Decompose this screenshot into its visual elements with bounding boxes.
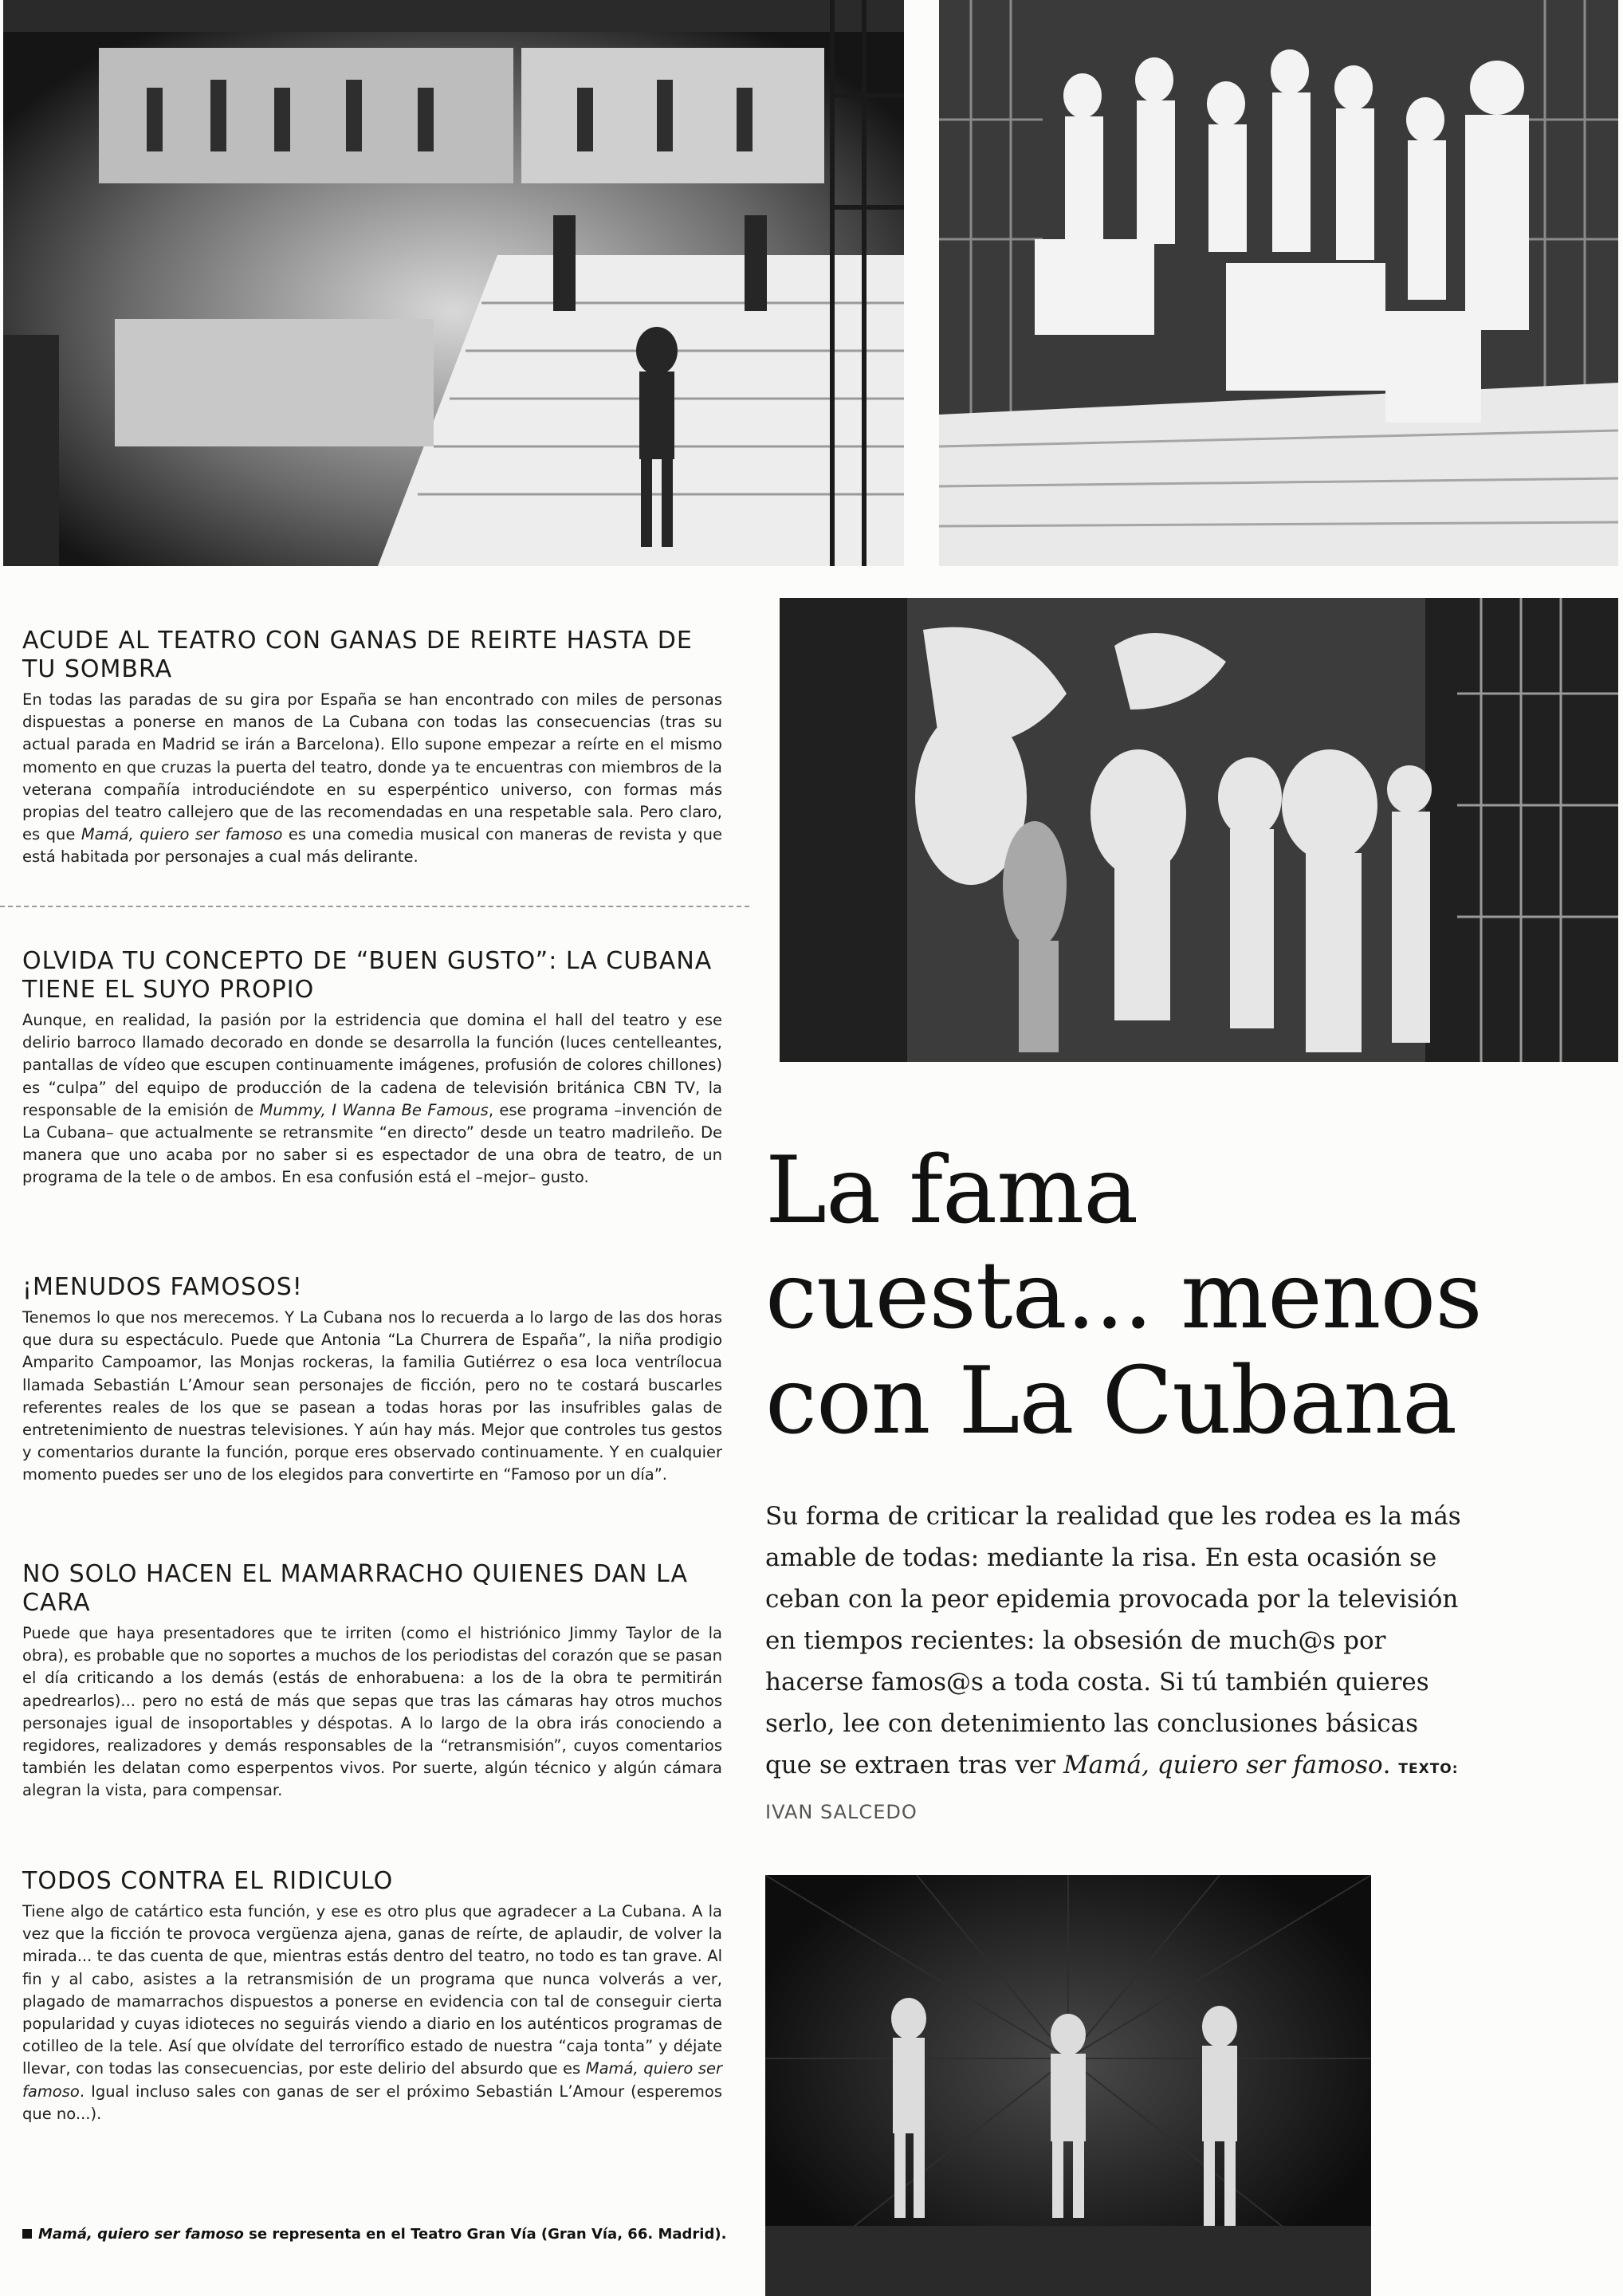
section-heading: NO SOLO HACEN EL MAMARRACHO QUIENES DAN LA CARA (22, 1560, 688, 1617)
stage-photo-cast-in-white (939, 0, 1618, 566)
section-body: Tenemos lo que nos merecemos. Y La Cubana nos lo recuerda a lo largo de las dos horas que dura su espectáculo. Puede que Antonia “La Churrera de España”, la niña prodigio Amparito Campoamor, las Monjas rockeras, la familia Gutiérrez o esa loca ventrílocua llamada Sebastián L’Amour sean personajes de ficción, pero no te costará buscarles referentes reales de los que se pasean a todas horas por las insufribles galas de entretenimiento de nuestras televisiones. Y aún hay más. Mejor que controles tus gestos y comentarios durante la función, porque eres observado continuamente. Y en cualquier momento puedes ser uno de los elegidos para convertirte en “Famoso por un día”. (22, 1308, 722, 1484)
stage-photo-spotlight-trio (765, 1875, 1371, 2296)
article-intro: Su forma de criticar la realidad que les rodea es la más amable de todas: mediante la risa. En esta ocasión se ceban con la peor epidemia provocada por la televisión en tiempos recientes: la obsesión de much@s por hacerse famos@s a toda costa. Si tú también quieres serlo, lee con detenimiento las conclusiones básicas que se extraen tras ver Mamá, quiero ser famoso. TEXTO: IVAN SALCEDO (765, 1502, 1461, 1823)
section-body: Puede que haya presentadores que te irriten (como el histriónico Jimmy Taylor de la obra), es probable que no soportes a muchos de los periodistas del corazón que se pasan el día criticando a los demás (estás de enhorabuena: a los de la obra te permitirán apedrearlos)... pero no está de más que sepas que tras las cámaras hay otros muchos personajes igual de insoportables y déspotas. A lo largo de la obra irás conociendo a regidores, realizadores y demás responsables de la “retransmisión”, cuyos comentarios también les delatan como esperpentos vivos. Por suerte, algún técnico y algún cámara alegran la vista, para compensar. (22, 1624, 722, 1800)
section-mamarracho (22, 1560, 722, 1803)
section-menudos-famosos (22, 1273, 722, 1487)
stage-photo-costumed-performers (780, 598, 1618, 1062)
section-heading: OLVIDA TU CONCEPTO DE “BUEN GUSTO”: LA CUBANA TIENE EL SUYO PROPIO (22, 947, 713, 1004)
section-divider (0, 906, 749, 907)
venue-info: Mamá, quiero ser famoso se representa en el Teatro Gran Vía (Gran Vía, 66. Madrid). (22, 2226, 726, 2243)
section-buen-gusto (22, 947, 722, 1189)
bullet-square-icon (22, 2229, 32, 2239)
article-headline: La fama cuesta... menos con La Cubana (765, 1137, 1482, 1455)
section-heading: TODOS CONTRA EL RIDICULO (22, 1867, 394, 1895)
byline-label: TEXTO: (1398, 1761, 1459, 1777)
section-heading: ¡MENUDOS FAMOSOS! (22, 1273, 303, 1301)
section-todos-contra-el-ridiculo (22, 1867, 722, 2125)
section-acude-al-teatro (22, 627, 722, 869)
stage-photo-staircase (3, 0, 904, 566)
section-body: En todas las paradas de su gira por España se han encontrado con miles de personas dispuestas a ponerse en manos de La Cubana con todas las consecuencias (tras su actual parada en Madrid se irán a Barcelona). Ello supone empezar a reírte en el mismo momento en que cruzas la puerta del teatro, donde ya te encuentras con miembros de la veterana compañía introduciéndote en su esperpéntico universo, con formas más propias del teatro callejero que de las recomendadas en una respetable sala. Pero claro, es que Mamá, quiero ser famoso es una comedia musical con maneras de revista y que está habitada por personajes a cual más delirante. (22, 690, 722, 867)
byline-author: IVAN SALCEDO (765, 1801, 918, 1823)
section-body: Aunque, en realidad, la pasión por la estridencia que domina el hall del teatro y ese delirio barroco llamado decorado en donde se desarrolla la función (luces centelleantes, pantallas de vídeo que escupen continuamente imágenes, profusión de colores chillones) es “culpa” del equipo de producción de la cadena de televisión británica CBN TV, la responsable de la emisión de Mummy, I Wanna Be Famous, ese programa –invención de La Cubana– que actualmente se retransmite “en directo” desde un teatro madrileño. De manera que uno acaba por no saber si es espectador de una obra de teatro, de un programa de la tele o de ambos. En esa confusión está el –mejor– gusto. (22, 1011, 723, 1187)
section-body: Tiene algo de catártico esta función, y ese es otro plus que agradecer a La Cubana. A la vez que la ficción te provoca vergüenza ajena, ganas de reírte, de aplaudir, de volver la mirada... te das cuenta de que, mientras estás dentro del teatro, no todo es tan grave. Al fin y al cabo, asistes a la retransmisión de un programa que nunca volverás a ver, plagado de mamarrachos dispuestos a ponerse en evidencia con tal de conseguir cierta popularidad y cuyas idioteces no seguirás viendo a diario en los auténticos programas de cotilleo de la tele. Así que olvídate del terrorífico estado de nuestra “caja tonta” y déjate llevar, con todas las consecuencias, por este delirio del absurdo que es Mamá, quiero ser famoso. Igual incluso sales con ganas de ser el próximo Sebastián L’Amour (esperemos que no...). (22, 1902, 722, 2123)
section-heading: ACUDE AL TEATRO CON GANAS DE REIRTE HASTA DE TU SOMBRA (22, 627, 693, 683)
